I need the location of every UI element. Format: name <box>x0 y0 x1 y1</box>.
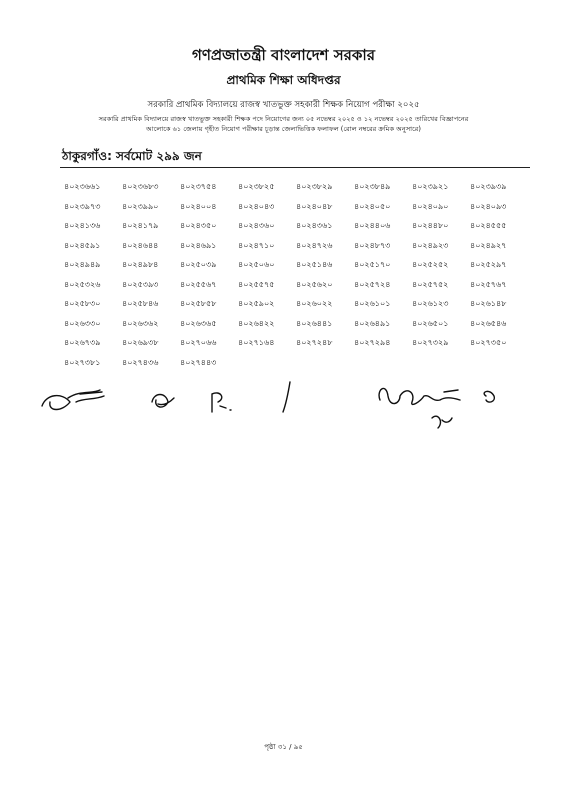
roll-number: ৪০২৫২৫২ <box>412 260 449 269</box>
roll-number: ৪০২৪৯২৭ <box>470 240 507 250</box>
roll-number: ৪০২৪৯৮৪ <box>122 260 159 269</box>
signature-5 <box>379 388 494 404</box>
roll-number: ৪০২৩৯৭৩ <box>64 201 101 211</box>
roll-number: ৪০২৪৭২৬ <box>296 240 333 250</box>
roll-number: ৪০২৪৬৪৪ <box>122 240 159 250</box>
roll-number: ৪০২৪৩৫০ <box>180 221 217 230</box>
signature-3 <box>212 393 231 412</box>
department-name: প্রাথমিক শিক্ষা অধিদপ্তর <box>226 73 341 87</box>
roll-number: ৪০২৩৬৮৩ <box>122 182 159 191</box>
roll-number: ৪০২৪০৯৩ <box>470 201 507 211</box>
notice-line-1: সরকারি প্রাথমিক বিদ্যালয়ে রাজস্ব খাতভুক্ত সহকারী শিক্ষক পদে নিয়োগের জন্য ০৫ নভেম্বর ২০২৫ ও ১২ নভেম্বর ২০২৫ তারিখের বিজ্ঞাপনের <box>98 115 469 123</box>
roll-number: ৪০২৫৫৬৭ <box>180 279 217 289</box>
notice-line-2: আলোকে ৬১ জেলায় গৃহীত নিয়োগ পরীক্ষার চূড়ান্ত জেলাভিত্তিক ফলাফল (রোল নম্বরের ক্রমিক অনুসারে) <box>146 125 421 133</box>
roll-number: ৪০২৫৯০২ <box>238 299 275 308</box>
roll-number: ৪০২৫০৬০ <box>238 260 275 269</box>
roll-number: ৪০২৪৪০৬ <box>354 221 391 230</box>
roll-number: ৪০২৬৩৬২ <box>122 318 159 328</box>
roll-number: ৪০২৬৫০১ <box>412 318 449 328</box>
signature-6 <box>432 416 452 428</box>
roll-number-grid <box>64 177 534 372</box>
signature-4 <box>283 382 290 412</box>
roll-number: ৪০২৫০৩৯ <box>180 260 217 269</box>
roll-number: ৪০২৪৫৫৫ <box>470 221 507 230</box>
roll-number: ৪০২৪৮৭৩ <box>354 240 391 250</box>
roll-number: ৪০২৪৩৬১ <box>296 221 333 230</box>
roll-number: ৪০২৭০৬৬ <box>180 338 217 347</box>
roll-number: ৪০২৬৩৩০ <box>64 318 101 328</box>
roll-number: ৪০২৫৭৫২ <box>412 279 449 289</box>
roll-number: ৪০২৬১২৩ <box>412 299 449 308</box>
roll-number: ৪০২৪০৯০ <box>412 201 449 211</box>
roll-number: ৪০২৬৪৪১ <box>296 318 333 328</box>
roll-number: ৪০২৪৬৯১ <box>180 240 217 250</box>
district-heading: ঠাকুরগাঁও: সর্বমোট ২৯৯ জন <box>60 146 530 168</box>
roll-number: ৪০২৪০৪৩ <box>238 201 275 211</box>
signature-1 <box>42 390 104 410</box>
roll-number: ৪০২৬৭৩৯ <box>64 338 101 347</box>
roll-number: ৪০২৩৯৯০ <box>122 201 159 211</box>
roll-number: ৪০২৩৮২৯ <box>296 182 333 191</box>
roll-number: ৪০২৫১৪৬ <box>296 260 333 269</box>
roll-number: ৪০২৭৪৩৬ <box>122 357 159 367</box>
roll-number: ৪০২৩৮২৫ <box>238 182 275 191</box>
roll-number: ৪০২৫৬২০ <box>296 279 333 289</box>
roll-number: ৪০২৫২৯৭ <box>470 260 507 269</box>
roll-number: ৪০২৫৮৫৮ <box>180 299 217 308</box>
signature-marks <box>40 372 540 442</box>
roll-number: ৪০২৫৮৩০ <box>64 299 101 308</box>
roll-number: ৪০২৫৮৪৬ <box>122 299 159 308</box>
roll-number: ৪০২৪০০৪ <box>180 201 217 211</box>
roll-number: ৪০২৩৭৫৪ <box>180 182 217 191</box>
roll-number: ৪০২৫৭২৪ <box>354 279 391 289</box>
signatures <box>40 372 540 442</box>
roll-number: ৪০২৬০২২ <box>296 299 333 308</box>
roll-number: ৪০২৪১৭৯ <box>122 221 159 230</box>
roll-number: ৪০২৬৪৯১ <box>354 318 391 328</box>
roll-number: ৪০২৫৭৬৭ <box>470 279 507 289</box>
roll-number: ৪০২৩৯৩৯ <box>470 182 507 191</box>
roll-number: ৪০২৫৩২৬ <box>64 279 101 289</box>
exam-title: সরকারি প্রাথমিক বিদ্যালয়ে রাজস্ব খাতভুক্ত সহকারী শিক্ষক নিয়োগ পরীক্ষা ২০২৫ <box>147 100 420 110</box>
signature-2 <box>152 395 174 408</box>
roll-number: ৪০২৩৯২১ <box>412 182 449 191</box>
page-number: পৃষ্ঠা ৩১ / ৯৫ <box>264 743 303 751</box>
roll-number: ৪০২৬১০১ <box>354 299 391 308</box>
roll-number: ৪০২৭২৯৪ <box>354 338 391 347</box>
roll-number: ৪০২৪৯৪৯ <box>64 260 101 269</box>
roll-number: ৪০২৭১৬৪ <box>238 338 275 347</box>
roll-number: ৪০২৫১৭০ <box>354 260 391 269</box>
roll-number: ৪০২৬৯৩৮ <box>122 338 159 347</box>
roll-number: ৪০২৪৩৬০ <box>238 221 275 230</box>
roll-number: ৪০২৪৫৯১ <box>64 240 101 250</box>
roll-number: ৪০২৬৫৪৬ <box>470 318 507 328</box>
roll-number: ৪০২৭৩৫০ <box>470 338 507 347</box>
roll-number: ৪০২৬৩৬৫ <box>180 318 217 328</box>
notice-text <box>30 114 537 134</box>
page-title: গণপ্রজাতন্ত্রী বাংলাদেশ সরকার <box>192 46 375 64</box>
roll-number: ৪০২৫৩৯৩ <box>122 279 159 289</box>
roll-number: ৪০২৫৫৭৫ <box>238 279 275 289</box>
roll-number: ৪০২৪৯২৩ <box>412 240 449 250</box>
roll-number: ৪০২৪৪৮০ <box>412 221 449 230</box>
roll-number: ৪০২৩৬৬১ <box>64 182 101 191</box>
roll-number: ৪০২৭২৪৮ <box>296 338 333 347</box>
roll-number: ৪০২৪৭১০ <box>238 240 275 250</box>
roll-number: ৪০২৭৩২৯ <box>412 338 449 347</box>
roll-number: ৪০২৪০৪৮ <box>296 201 333 211</box>
roll-number: ৪০২৬১৪৮ <box>470 299 507 308</box>
roll-number: ৪০২৩৮৪৯ <box>354 182 391 191</box>
roll-number: ৪০২৭৪৪৩ <box>180 357 217 367</box>
roll-number: ৪০২৬৪২২ <box>238 318 275 328</box>
roll-number: ৪০২৪১৩৬ <box>64 221 101 230</box>
roll-number: ৪০২৭৩৮১ <box>64 357 101 367</box>
roll-number: ৪০২৪০৫০ <box>354 201 391 211</box>
